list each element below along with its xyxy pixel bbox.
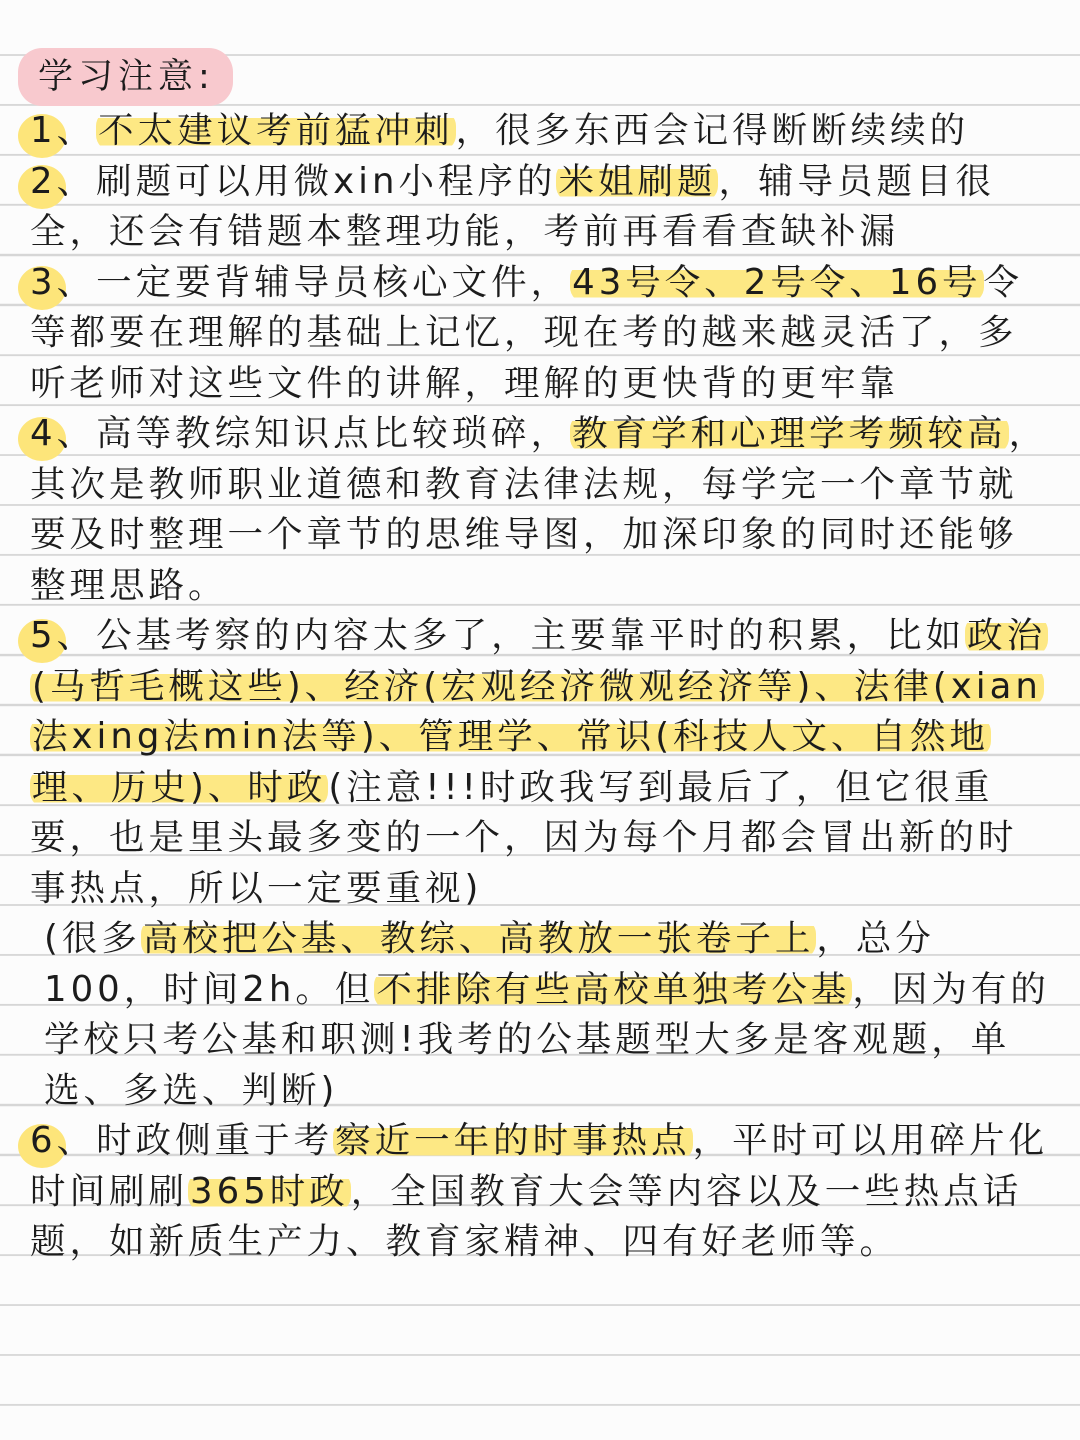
page-title: 学习注意: <box>38 57 215 97</box>
note-text: ，因为有的学校只考公基和职测!我考的公基题型大多是客观题，单选、多选、判断) <box>44 968 1050 1111</box>
note-text: ，总分100，时间2h。但 <box>44 918 935 1010</box>
note-number: 1 <box>30 110 57 151</box>
title-badge <box>18 48 233 106</box>
note-text: (注意!!!时政我写到最后了，但它很重要，也是里头最多变的一个，因为每个月都会冒出新的时事热点，所以一定要重视) <box>30 766 1018 909</box>
highlighted-text: 不太建议考前猛冲刺 <box>98 110 454 151</box>
note-paragraph <box>30 611 1050 914</box>
note-text: ，辅导员题目很全，还会有错题本整理功能，考前再看看查缺补漏 <box>30 160 995 252</box>
note-number: 2 <box>30 160 57 202</box>
note-text: ，很多东西会记得断断续续的 <box>455 110 970 151</box>
highlighted-text: 不排除有些高校单独考公基 <box>376 968 851 1010</box>
note-text: ，其次是教师职业道德和教育法律法规，每学完一个章节就要及时整理一个章节的思维导图，加深印象的同时还能够整理思路。 <box>30 413 1049 606</box>
highlighted-text: 教育学和心理学考频较高 <box>572 413 1007 454</box>
note-text: ，全国教育大会等内容以及一些热点话题，如新质生产力、教育家精神、四有好老师等。 <box>30 1170 1023 1262</box>
highlighted-text: 高校把公基、教综、高教放一张卷子上 <box>142 918 815 959</box>
highlighted-text: 察近一年的时事热点 <box>335 1120 691 1161</box>
note-paragraph <box>30 914 1050 1116</box>
note-number: 4 <box>30 413 57 454</box>
note-text: 、时政侧重于考 <box>56 1120 334 1161</box>
note-number: 3 <box>30 261 57 303</box>
note-text: 、一定要背辅导员核心文件， <box>56 261 571 303</box>
note-text: 、刷题可以用微xin小程序的 <box>56 160 557 202</box>
note-paragraph <box>30 258 1050 410</box>
note-text: 、高等教综知识点比较琐碎， <box>56 413 571 454</box>
highlighted-text: 43号令、2号令、16号 <box>572 261 982 303</box>
note-text: (很多 <box>44 918 141 959</box>
note-paragraph <box>30 106 1050 157</box>
note-number: 5 <box>30 615 57 656</box>
note-text: 、 <box>56 110 97 151</box>
highlighted-text: 政治(马哲毛概这些)、经济(宏观经济微观经济等)、法律(xian法xing法min法等)、管理学、常识(科技人文、自然地理、历史)、时政 <box>32 615 1047 808</box>
note-number: 6 <box>30 1120 57 1161</box>
note-paragraph <box>30 409 1050 611</box>
note-text: 、公基考察的内容太多了，主要靠平时的积累，比如 <box>56 615 966 656</box>
note-text: ，平时可以用碎片化时间刷刷 <box>30 1120 1049 1212</box>
notes-list <box>30 106 1050 1268</box>
note-text: 令等都要在理解的基础上记忆，现在考的越来越灵活了，多听老师对这些文件的讲解，理解的更快背的更牢靠 <box>30 261 1024 404</box>
highlighted-text: 米姐刷题 <box>558 160 717 202</box>
highlighted-text: 365时政 <box>190 1170 349 1212</box>
note-paragraph <box>30 157 1050 258</box>
note-paragraph <box>30 1116 1050 1268</box>
